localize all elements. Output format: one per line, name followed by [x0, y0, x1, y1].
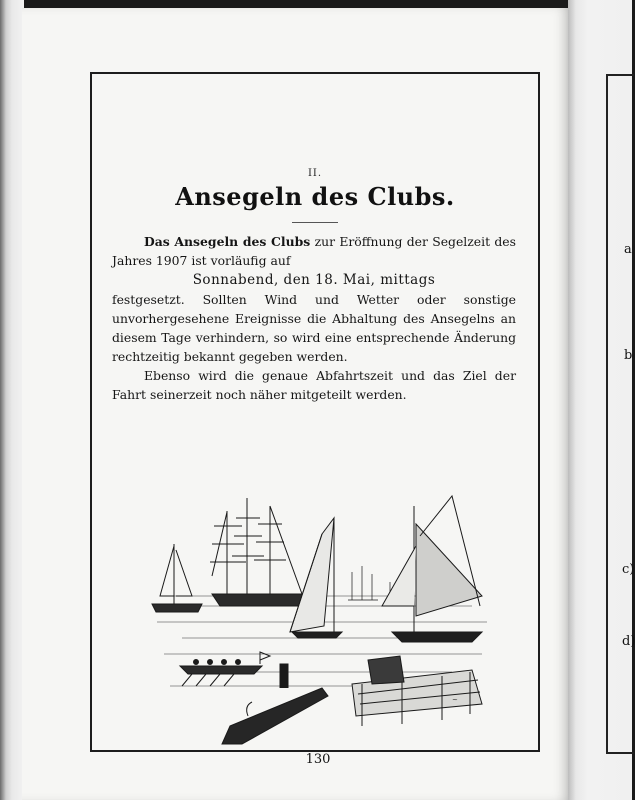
right-page-letter-a: a: [624, 242, 632, 257]
date-line: Sonnabend, den 18. Mai, mittags: [192, 272, 436, 288]
artist-signature-mark: ~: [452, 696, 458, 704]
book-spine-edge: [0, 0, 24, 800]
paragraph-2: festgesetzt. Sollten Wind und Wetter oder sonstige unvorhergesehene Ereignisse die Abhaltung des Ansegelns an diesem Tage verhindern, so wird eine entsprechende Änderung rechtzeitig bekannt gegeben werden.: [112, 292, 516, 364]
right-page-frame: [606, 74, 634, 754]
paragraph-1: [112, 232, 516, 270]
paragraph-3: Ebenso wird die genaue Abfahrtszeit und das Ziel der Fahrt seinerzeit noch näher mitgeteilt werden.: [112, 368, 516, 402]
page-number: 130: [305, 752, 331, 767]
harbor-illustration: [152, 426, 492, 706]
page-frame: [90, 72, 540, 752]
right-page-letter-c: c): [622, 562, 635, 577]
paragraph-1-rest: zur Eröffnung der Segelzeit des Jahres 1907 ist vorläufig auf: [112, 234, 516, 268]
section-number: II.: [307, 168, 323, 179]
right-page-letter-d: d): [622, 634, 635, 649]
lead-phrase: Das Ansegeln des Clubs: [144, 234, 311, 249]
rowing-boat: [180, 652, 270, 686]
landing-pier: [352, 656, 482, 726]
large-sailing-yacht-right: [382, 496, 482, 642]
page-title: Ansegeln des Clubs.: [175, 182, 455, 211]
small-sailboat-left: [152, 544, 202, 612]
right-page-letter-b: b: [624, 348, 633, 363]
body-text: [112, 232, 516, 404]
title-divider: [292, 222, 338, 223]
central-sailboat: [290, 518, 342, 638]
steam-launch: [222, 664, 328, 744]
